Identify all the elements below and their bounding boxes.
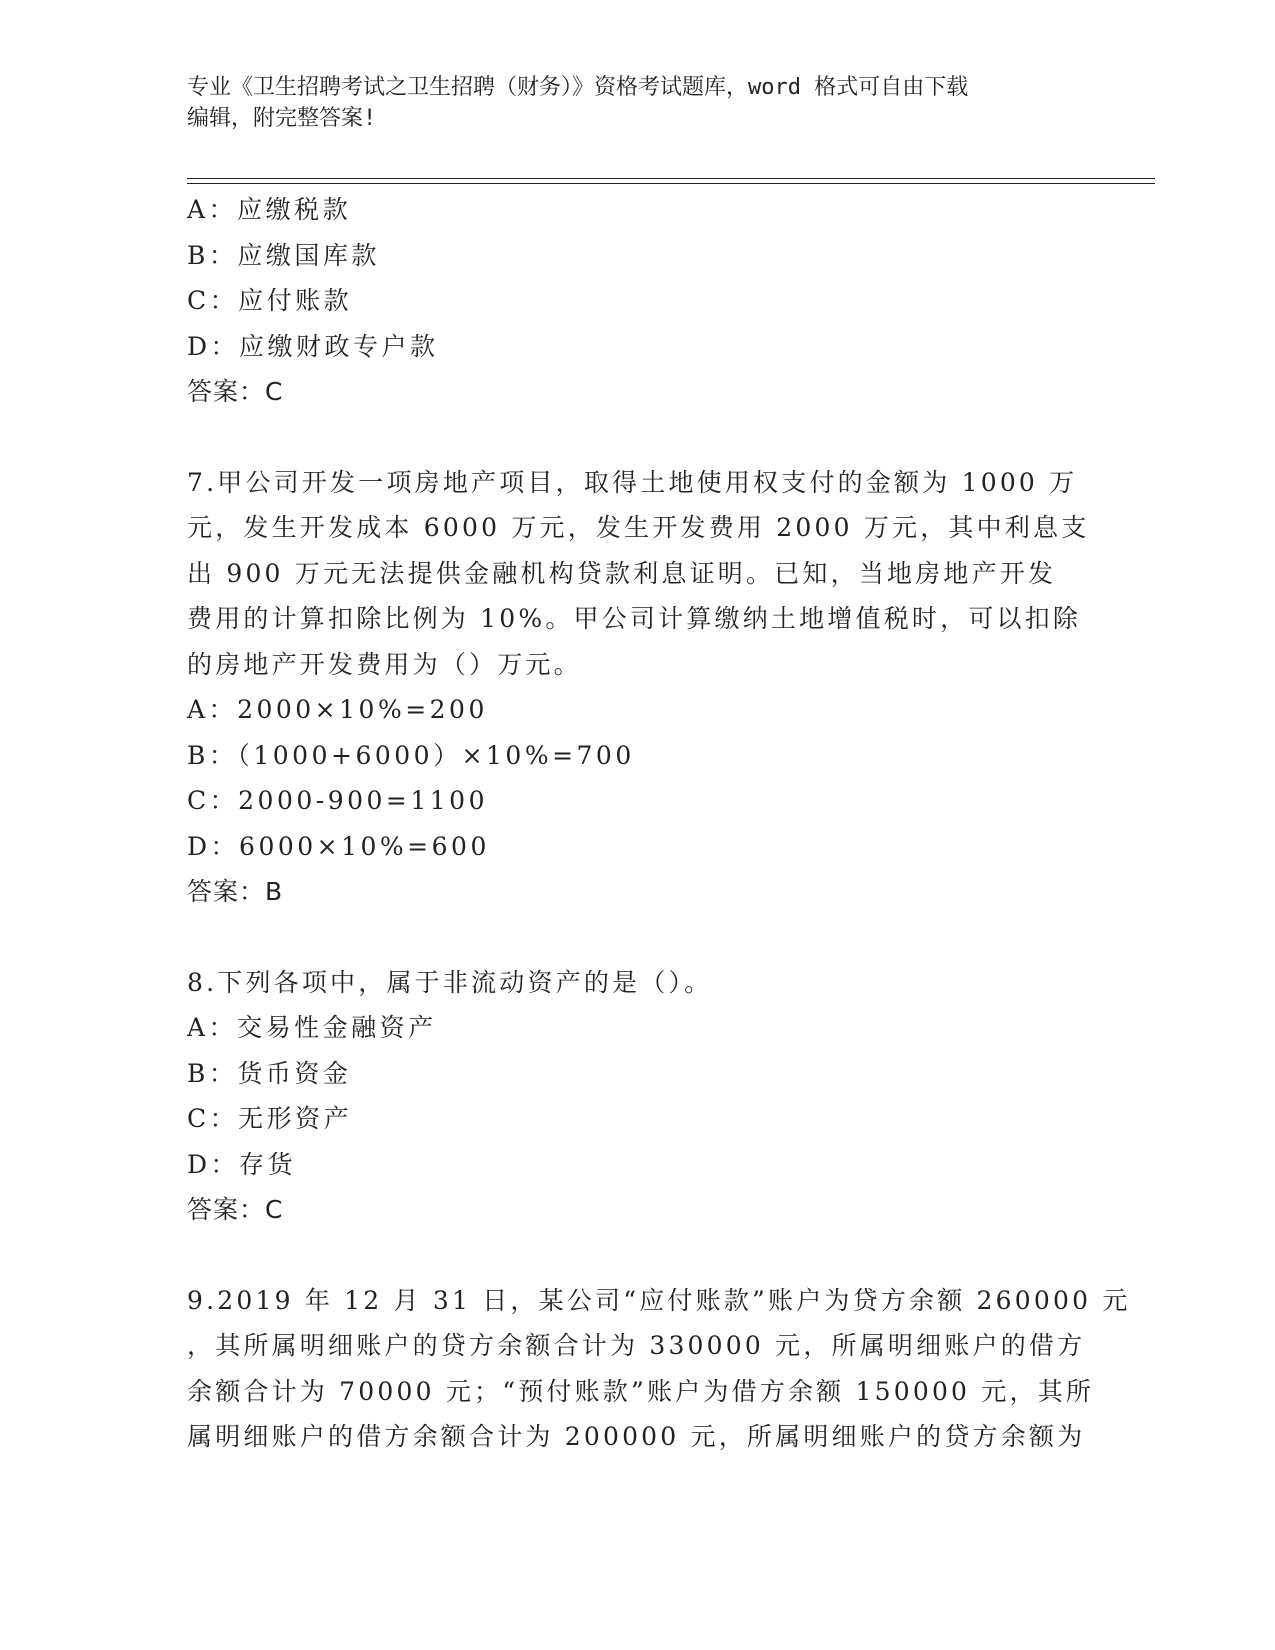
question-7 [187,460,1092,915]
answer-line: 答案：B [187,877,284,906]
option-text: 应缴财政专户款 [239,331,439,361]
option-key: C： [187,286,239,315]
stem-line: 出 900 万元无法提供金融机构贷款利息证明。已知，当地房地产开发 [187,558,1057,588]
option-key: D： [187,831,240,861]
question-stem [187,1278,1131,1460]
stem-line: 余额合计为 70000 元；“预付账款”账户为借方余额 150000 元，其所 [187,1376,1095,1406]
option-a [187,687,1092,733]
option-b [187,233,1092,279]
option-key: B： [187,1058,238,1088]
option-key: A： [187,195,238,224]
question-options [187,1005,1092,1187]
page-header [187,72,1077,134]
question-9 [187,1278,1131,1460]
stem-line: 费用的计算扣除比例为 10%。甲公司计算缴纳土地增值税时，可以扣除 [187,604,1082,633]
option-text: 2000×10%=200 [237,695,488,724]
option-key: D： [187,331,240,361]
stem-line: 元，发生开发成本 6000 万元，发生开发费用 2000 万元，其中利息支 [187,513,1090,542]
option-d [187,1142,1092,1188]
answer-line: 答案：C [187,377,284,406]
option-text: 交易性金融资产 [237,1013,437,1042]
option-key: C： [187,786,239,815]
option-c [187,778,1092,824]
option-text: 存货 [239,1149,297,1179]
option-d [187,324,1092,370]
option-a [187,187,1092,233]
question-8 [187,960,1092,1233]
stem-line: 的房地产开发费用为（）万元。 [187,649,582,679]
header-line-1: 专业《卫生招聘考试之卫生招聘（财务）》资格考试题库，word 格式可自由下载 [187,75,969,100]
stem-line: ，其所属明细账户的贷方余额合计为 330000 元，所属明细账户的借方 [187,1331,1086,1360]
option-b [187,1051,1092,1097]
option-d [187,824,1092,870]
option-text: 2000-900=1100 [238,786,488,815]
option-b [187,733,1092,779]
stem-line: 9.2019 年 12 月 31 日，某公司“应付账款”账户为贷方余额 260000 元 [187,1285,1131,1315]
option-key: A： [187,1013,238,1042]
question-stem [187,960,1092,1006]
option-text: 应缴税款 [237,195,352,224]
question-options [187,687,1092,869]
option-key: C： [187,1104,239,1133]
stem-line: 7.甲公司开发一项房地产项目，取得土地使用权支付的金额为 1000 万 [187,467,1078,497]
option-text: 货币资金 [237,1058,352,1088]
option-a [187,1005,1092,1051]
header-double-rule [187,178,1155,184]
option-c [187,278,1092,324]
stem-line: 属明细账户的借方余额合计为 200000 元，所属明细账户的贷方余额为 [187,1422,1086,1451]
question-stem [187,460,1092,688]
option-text: 应付账款 [238,286,353,315]
option-key: A： [187,695,238,724]
option-c [187,1096,1092,1142]
option-key: B： [187,240,238,270]
option-text: 无形资产 [238,1104,353,1133]
question-6 [187,187,1092,415]
option-text: （1000+6000）×10%=700 [237,740,635,770]
question-options [187,187,1092,369]
header-line-2: 编辑，附完整答案! [187,106,377,131]
option-key: B： [187,740,238,770]
answer-line: 答案：C [187,1195,284,1224]
option-key: D： [187,1149,240,1179]
stem-line: 8.下列各项中，属于非流动资产的是（）。 [187,967,713,997]
question-list [187,187,1131,1460]
option-text: 6000×10%=600 [239,831,490,861]
option-text: 应缴国库款 [237,240,380,270]
